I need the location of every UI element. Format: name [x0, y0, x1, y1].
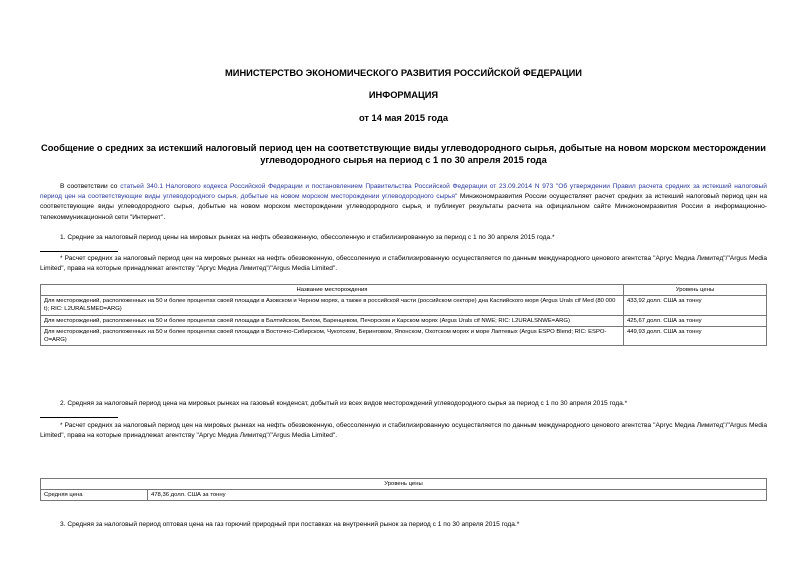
column-header-price: Уровень цены: [41, 479, 767, 490]
table-header-row: [41, 479, 767, 490]
table-row: [41, 490, 767, 501]
price-cell: 425,67 долл. США за тонну: [624, 315, 767, 326]
title-line-2: углеводородного сырья на период с 1 по 30 апреля 2015 года: [260, 155, 547, 165]
field-cell: Для месторождений, расположенных на 50 и более процентах своей площади в Восточно-Сибирском, Чукотском, Беринговом, Японском, Охотском морях и море Лаптевых (Argus ESPO Blend; RIC: ESPO-O=ARG): [41, 326, 624, 345]
section-1-text: 1. Средние за налоговый период цены на мировых рынках на нефть обезвоженную, обессоленную и стабилизированную за период с 1 по 30 апреля 2015 года.*: [60, 234, 555, 241]
title-line-1: Сообщение о средних за истекший налоговый период цен на соответствующие виды углеводородного сырья, добытые на новом морском месторождении: [41, 143, 766, 153]
row-label-cell: Средняя цена: [41, 490, 148, 501]
price-cell: 433,92 долл. США за тонну: [624, 296, 767, 315]
intro-paragraph: [40, 182, 767, 223]
doc-type-heading: ИНФОРМАЦИЯ: [368, 90, 439, 100]
footnote-separator-1: [40, 251, 118, 252]
government-decree-link[interactable]: и постановлением Правительства Российской Федерации от 23.09.2014 N 973 "Об утверждении Правил расчета средних за истекший налоговый период цен на соответствующие виды углеводородного сырья, добытые на новом морском месторождении углеводородного сырья": [40, 183, 767, 201]
section-1-footnote: * Расчет средних за налоговый период цен на мировых рынках на нефть обезвоженную, обессоленную и стабилизированную осуществляется по данным международного ценового агентства "Аргус Медиа Лимитед"/"Argus Media Limited", права на которые принадлежат агентству "Аргус Медиа Лимитед"/"Argus Media Limited".: [40, 255, 767, 273]
tax-code-link[interactable]: статьей 340.1 Налогового кодекса Российской Федерации: [120, 183, 303, 190]
condensate-price-table: [40, 478, 767, 501]
table-row: [41, 326, 767, 345]
intro-rest: Минэкономразвития России осуществляет расчет средних за истекший налоговый период цен на соответствующие виды углеводородного сырья, добытые на новом морском месторождении углеводородного сырья, и публикует результаты расчета на официальном сайте Минэкономразвития России в информационно-телекоммуникационной сети "Интернет".: [40, 193, 767, 221]
column-header-field: Название месторождения: [41, 285, 624, 296]
oil-price-table: [40, 284, 767, 346]
ministry-heading: МИНИСТЕРСТВО ЭКОНОМИЧЕСКОГО РАЗВИТИЯ РОССИЙСКОЙ ФЕДЕРАЦИИ: [225, 68, 582, 78]
section-2-text: 2. Средняя за налоговый период цена на мировых рынках на газовый конденсат, добытый из всех видов месторождений углеводородного сырья за период с 1 по 30 апреля 2015 года.*: [60, 400, 628, 407]
table-row: [41, 315, 767, 326]
table-row: [41, 296, 767, 315]
section-3-text: 3. Средняя за налоговый период оптовая цена на газ горючий природный при поставках на внутренний рынок за период с 1 по 30 апреля 2015 года.*: [60, 521, 520, 528]
price-cell: 449,93 долл. США за тонну: [624, 326, 767, 345]
price-cell: 478,36 долл. США за тонну: [148, 490, 767, 501]
intro-prefix: В соответствии со: [60, 183, 121, 190]
field-cell: Для месторождений, расположенных на 50 и более процентах своей площади в Азовском и Черном морях, а также в российской части (российском секторе) дна Каспийского моря (Argus Urals cif Med (80 000 t); RIC: L2URALSMED=ARG): [41, 296, 624, 315]
document-title: [40, 142, 767, 166]
section-2-footnote: * Расчет средних за налоговый период цен на мировых рынках на нефть обезвоженную, обессоленную и стабилизированную осуществляется по данным международного ценового агентства "Аргус Медиа Лимитед"/"Argus Media Limited", права на которые принадлежат агентству "Аргус Медиа Лимитед"/"Argus Media Limited".: [40, 422, 767, 440]
document-date: от 14 мая 2015 года: [358, 113, 449, 123]
table-header-row: [41, 285, 767, 296]
field-cell: Для месторождений, расположенных на 50 и более процентах своей площади в Балтийском, Белом, Баренцевом, Печорском и Карском морях (Argus Urals cif NWE; RIC: L2URALSNWE=ARG): [41, 315, 624, 326]
column-header-price: Уровень цены: [624, 285, 767, 296]
footnote-separator-2: [40, 417, 118, 418]
